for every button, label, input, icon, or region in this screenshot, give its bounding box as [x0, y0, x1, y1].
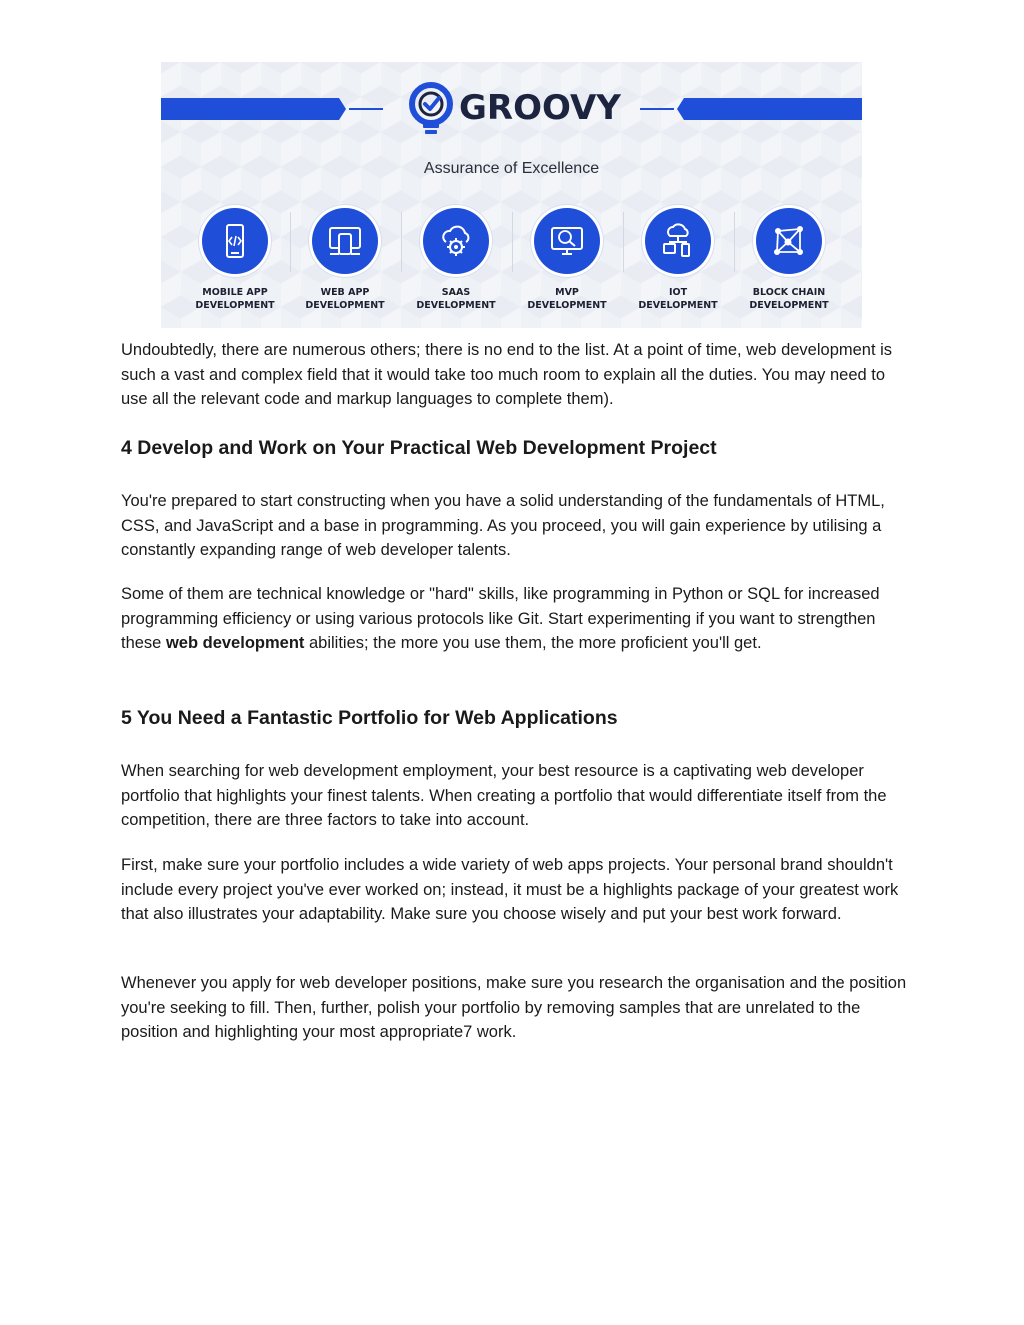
service-label-line1: WEB APP	[320, 287, 370, 298]
service-label-line2: DEVELOPMENT	[305, 300, 385, 311]
service-mobile-app	[180, 208, 290, 312]
service-label-line2: DEVELOPMENT	[527, 300, 607, 311]
bold-keyword: web development	[165, 634, 305, 652]
section-4-heading: 4 Develop and Work on Your Practical Web Development Project	[121, 437, 717, 459]
service-mvp	[512, 208, 622, 312]
section-5-paragraph-1: When searching for web development employment, your best resource is a captivating web developer portfolio that highlights your finest talents. When creating a portfolio that would differentiate itself from the competition, there are three factors to take into account.	[121, 762, 887, 829]
blockchain-network-icon	[770, 222, 808, 260]
section-5-paragraph-2: First, make sure your portfolio includes a wide variety of web apps projects. Your personal brand shouldn't include every project you've ever worked on; instead, it must be a highlights package of your greatest work that also illustrates your adaptability. Make sure you choose wisely and put your best work forward.	[121, 856, 899, 923]
service-iot	[623, 208, 733, 312]
service-blockchain	[734, 208, 844, 312]
tagline: Assurance of Excellence	[423, 160, 600, 177]
service-label-line2: DEVELOPMENT	[749, 300, 829, 311]
groovy-banner-image	[161, 62, 862, 328]
service-saas	[401, 208, 511, 312]
service-label-line2: DEVELOPMENT	[195, 300, 275, 311]
service-label-line2: DEVELOPMENT	[416, 300, 496, 311]
banner-left-bar	[161, 98, 346, 120]
mobile-code-icon	[216, 222, 254, 260]
service-label-line1: BLOCK CHAIN	[752, 287, 826, 298]
service-label-line1: MOBILE APP	[202, 287, 268, 298]
web-app-icon	[326, 222, 364, 260]
paragraph-text: Some of them are technical knowledge or "hard" skills, like programming in Python or SQL for increased programming efficiency or using various protocols like Git. Start experimenting if you want to strengthen these	[121, 585, 880, 652]
service-label-line1: MVP	[555, 287, 579, 298]
cloud-gear-icon	[437, 222, 475, 260]
section-5-paragraph-3: Whenever you apply for web developer positions, make sure you research the organisation and the position you're seeking to fill. Then, further, polish your portfolio by removing samples that are unrelated to the position and highlighting your most appropriate7 work.	[121, 974, 907, 1041]
service-label-line1: SAAS	[441, 287, 471, 298]
section-4-paragraph-1: You're prepared to start constructing when you have a solid understanding of the fundamentals of HTML, CSS, and JavaScript and a base in programming. As you proceed, you will gain experience by utilising a constantly expanding range of web developer talents.	[121, 492, 885, 559]
banner-right-line	[640, 108, 674, 110]
iot-devices-icon	[659, 222, 697, 260]
section-4-paragraph-2	[121, 582, 911, 656]
banner-left-line	[349, 108, 383, 110]
service-label-line1: IOT	[668, 287, 688, 298]
service-label-line2: DEVELOPMENT	[638, 300, 718, 311]
paragraph-text: abilities; the more you use them, the more proficient you'll get.	[304, 634, 762, 652]
brand-name: GROOVY	[459, 88, 621, 128]
banner-right-bar	[677, 98, 862, 120]
mvp-monitor-icon	[548, 222, 586, 260]
groovy-logo-icon	[407, 82, 455, 138]
section-5-heading: 5 You Need a Fantastic Portfolio for Web Applications	[121, 707, 618, 729]
service-web-app	[290, 208, 400, 312]
intro-paragraph: Undoubtedly, there are numerous others; there is no end to the list. At a point of time, web development is such a vast and complex field that it would take too much room to explain all the duties. You may need to use all the relevant code and markup languages to complete them).	[121, 341, 893, 408]
